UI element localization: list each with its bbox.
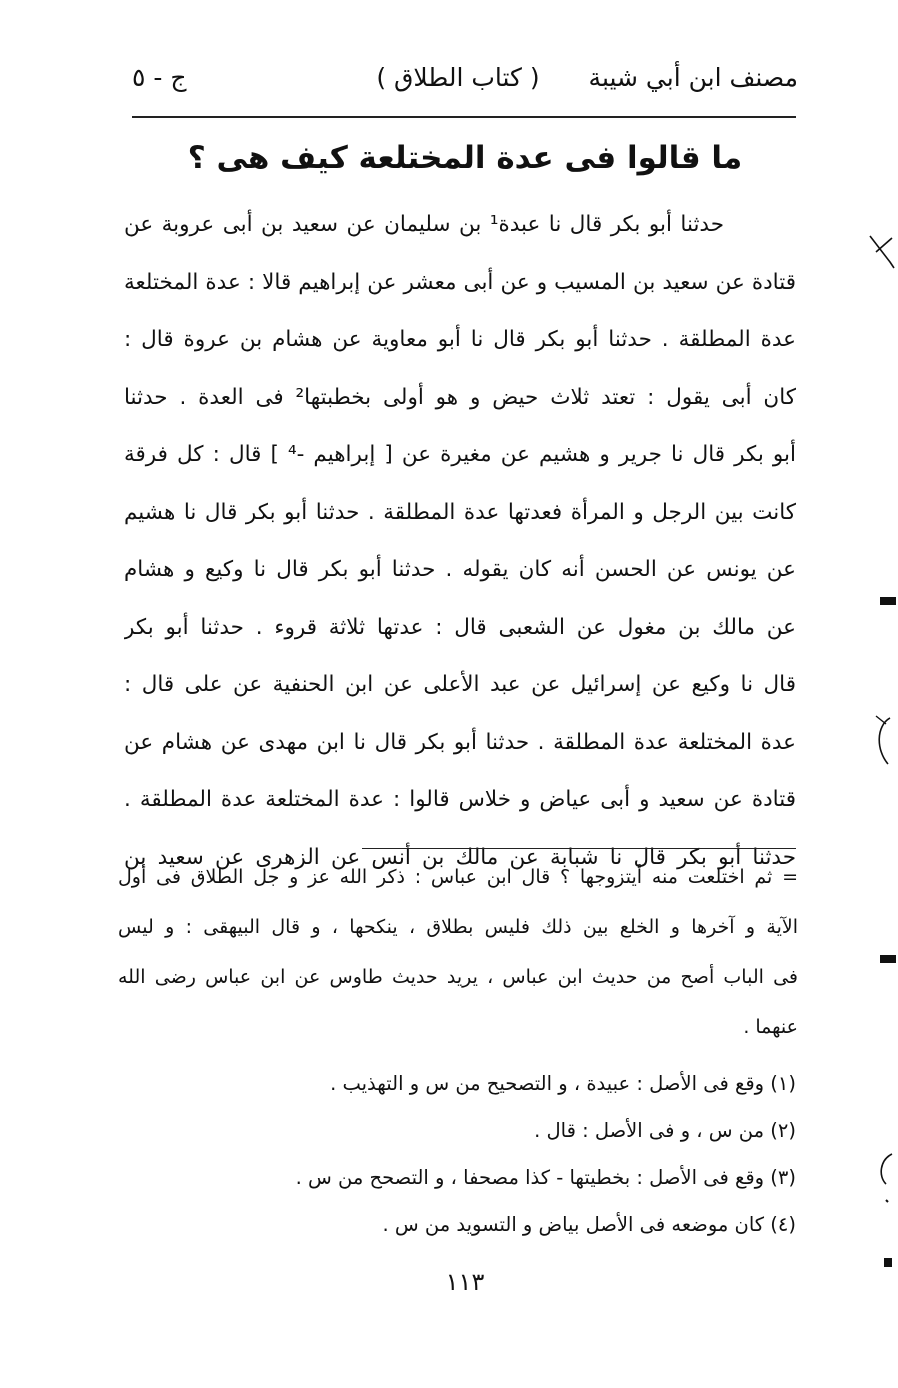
commentary-line: عنهما . xyxy=(743,1016,798,1038)
commentary-line: فى الباب أصح من حديث ابن عباس ، يريد حديث طاوس عن ابن عباس رضى الله xyxy=(118,966,798,988)
margin-bracket-icon xyxy=(872,1150,896,1270)
text-line: عدة المطلقة . حدثنا أبو بكر قال نا أبو معاوية عن هشام بن عروة قال : xyxy=(124,327,796,352)
text-line: أبو بكر قال نا جرير و هشيم عن مغيرة عن [ إبراهيم -⁴ ] قال : كل فرقة xyxy=(124,442,796,467)
footnote: (٣) وقع فى الأصل : بخطيتها - كذا مصحفا ، و التصحح من س . xyxy=(295,1166,796,1189)
main-text xyxy=(124,196,796,886)
footnote: (٢) من س ، و فى الأصل : قال . xyxy=(534,1119,796,1142)
commentary-line: = ثم اختلعت منه أيتزوجها ؟ قال ابن عباس : ذكر الله عز و جل الطلاق فى أول xyxy=(118,866,798,888)
margin-bracket-icon xyxy=(868,712,894,770)
margin-dash-icon xyxy=(880,955,896,963)
text-line: كانت بين الرجل و المرأة فعدتها عدة المطلقة . حدثنا أبو بكر قال نا هشيم xyxy=(124,499,796,525)
footnote-separator xyxy=(362,848,796,849)
text-line: قال نا وكيع عن إسرائيل عن عبد الأعلى عن ابن الحنفية عن على قال : xyxy=(124,672,796,697)
margin-mark-icon xyxy=(866,232,896,270)
chapter-title: ( كتاب الطلاق ) xyxy=(376,63,540,92)
footnote: (٤) كان موضعه فى الأصل بياض و التسويد من س . xyxy=(382,1213,796,1236)
commentary-note xyxy=(118,852,798,1052)
text-line: عدة المختلعة عدة المطلقة . حدثنا أبو بكر قال نا ابن مهدى عن هشام عن xyxy=(124,729,796,755)
header-rule xyxy=(132,116,796,118)
margin-dash-icon xyxy=(880,597,896,605)
text-line: كان أبى يقول : تعتد ثلاث حيض و هو أولى بخطبتها² فى العدة . حدثنا xyxy=(124,384,796,410)
footnote: (١) وقع فى الأصل : عبيدة ، و التصحيح من س و التهذيب . xyxy=(330,1072,796,1095)
text-line: عن يونس عن الحسن أنه كان يقوله . حدثنا أبو بكر قال نا وكيع و هشام xyxy=(124,557,796,582)
commentary-line: الآية و آخرها و الخلع بين ذلك فليس بطلاق ، ينكحها ، و قال البيهقى : و ليس xyxy=(118,916,798,938)
book-title: مصنف ابن أبي شيبة xyxy=(588,63,798,92)
volume-label: ج - ٥ xyxy=(132,63,187,92)
page-number: ١١٣ xyxy=(445,1268,485,1296)
text-line: قتادة عن سعيد بن المسيب و عن أبى معشر عن إبراهيم قالا : عدة المختلعة xyxy=(124,269,796,295)
running-header xyxy=(118,58,798,102)
text-line: قتادة عن سعيد و أبى عياض و خلاس قالوا : عدة المختلعة عدة المطلقة . xyxy=(124,787,796,812)
text-line: حدثنا أبو بكر قال نا شبابة عن مالك بن أنس عن الزهرى عن سعيد بن xyxy=(124,844,796,870)
text-line: حدثنا أبو بكر قال نا عبدة¹ بن سليمان عن سعيد بن أبى عروبة عن xyxy=(124,212,725,237)
section-title: ما قالوا فى عدة المختلعة كيف هى ؟ xyxy=(187,140,743,176)
text-line: عن مالك بن مغول عن الشعبى قال : عدتها ثلاثة قروء . حدثنا أبو بكر xyxy=(124,614,796,640)
footnotes xyxy=(130,1060,796,1248)
